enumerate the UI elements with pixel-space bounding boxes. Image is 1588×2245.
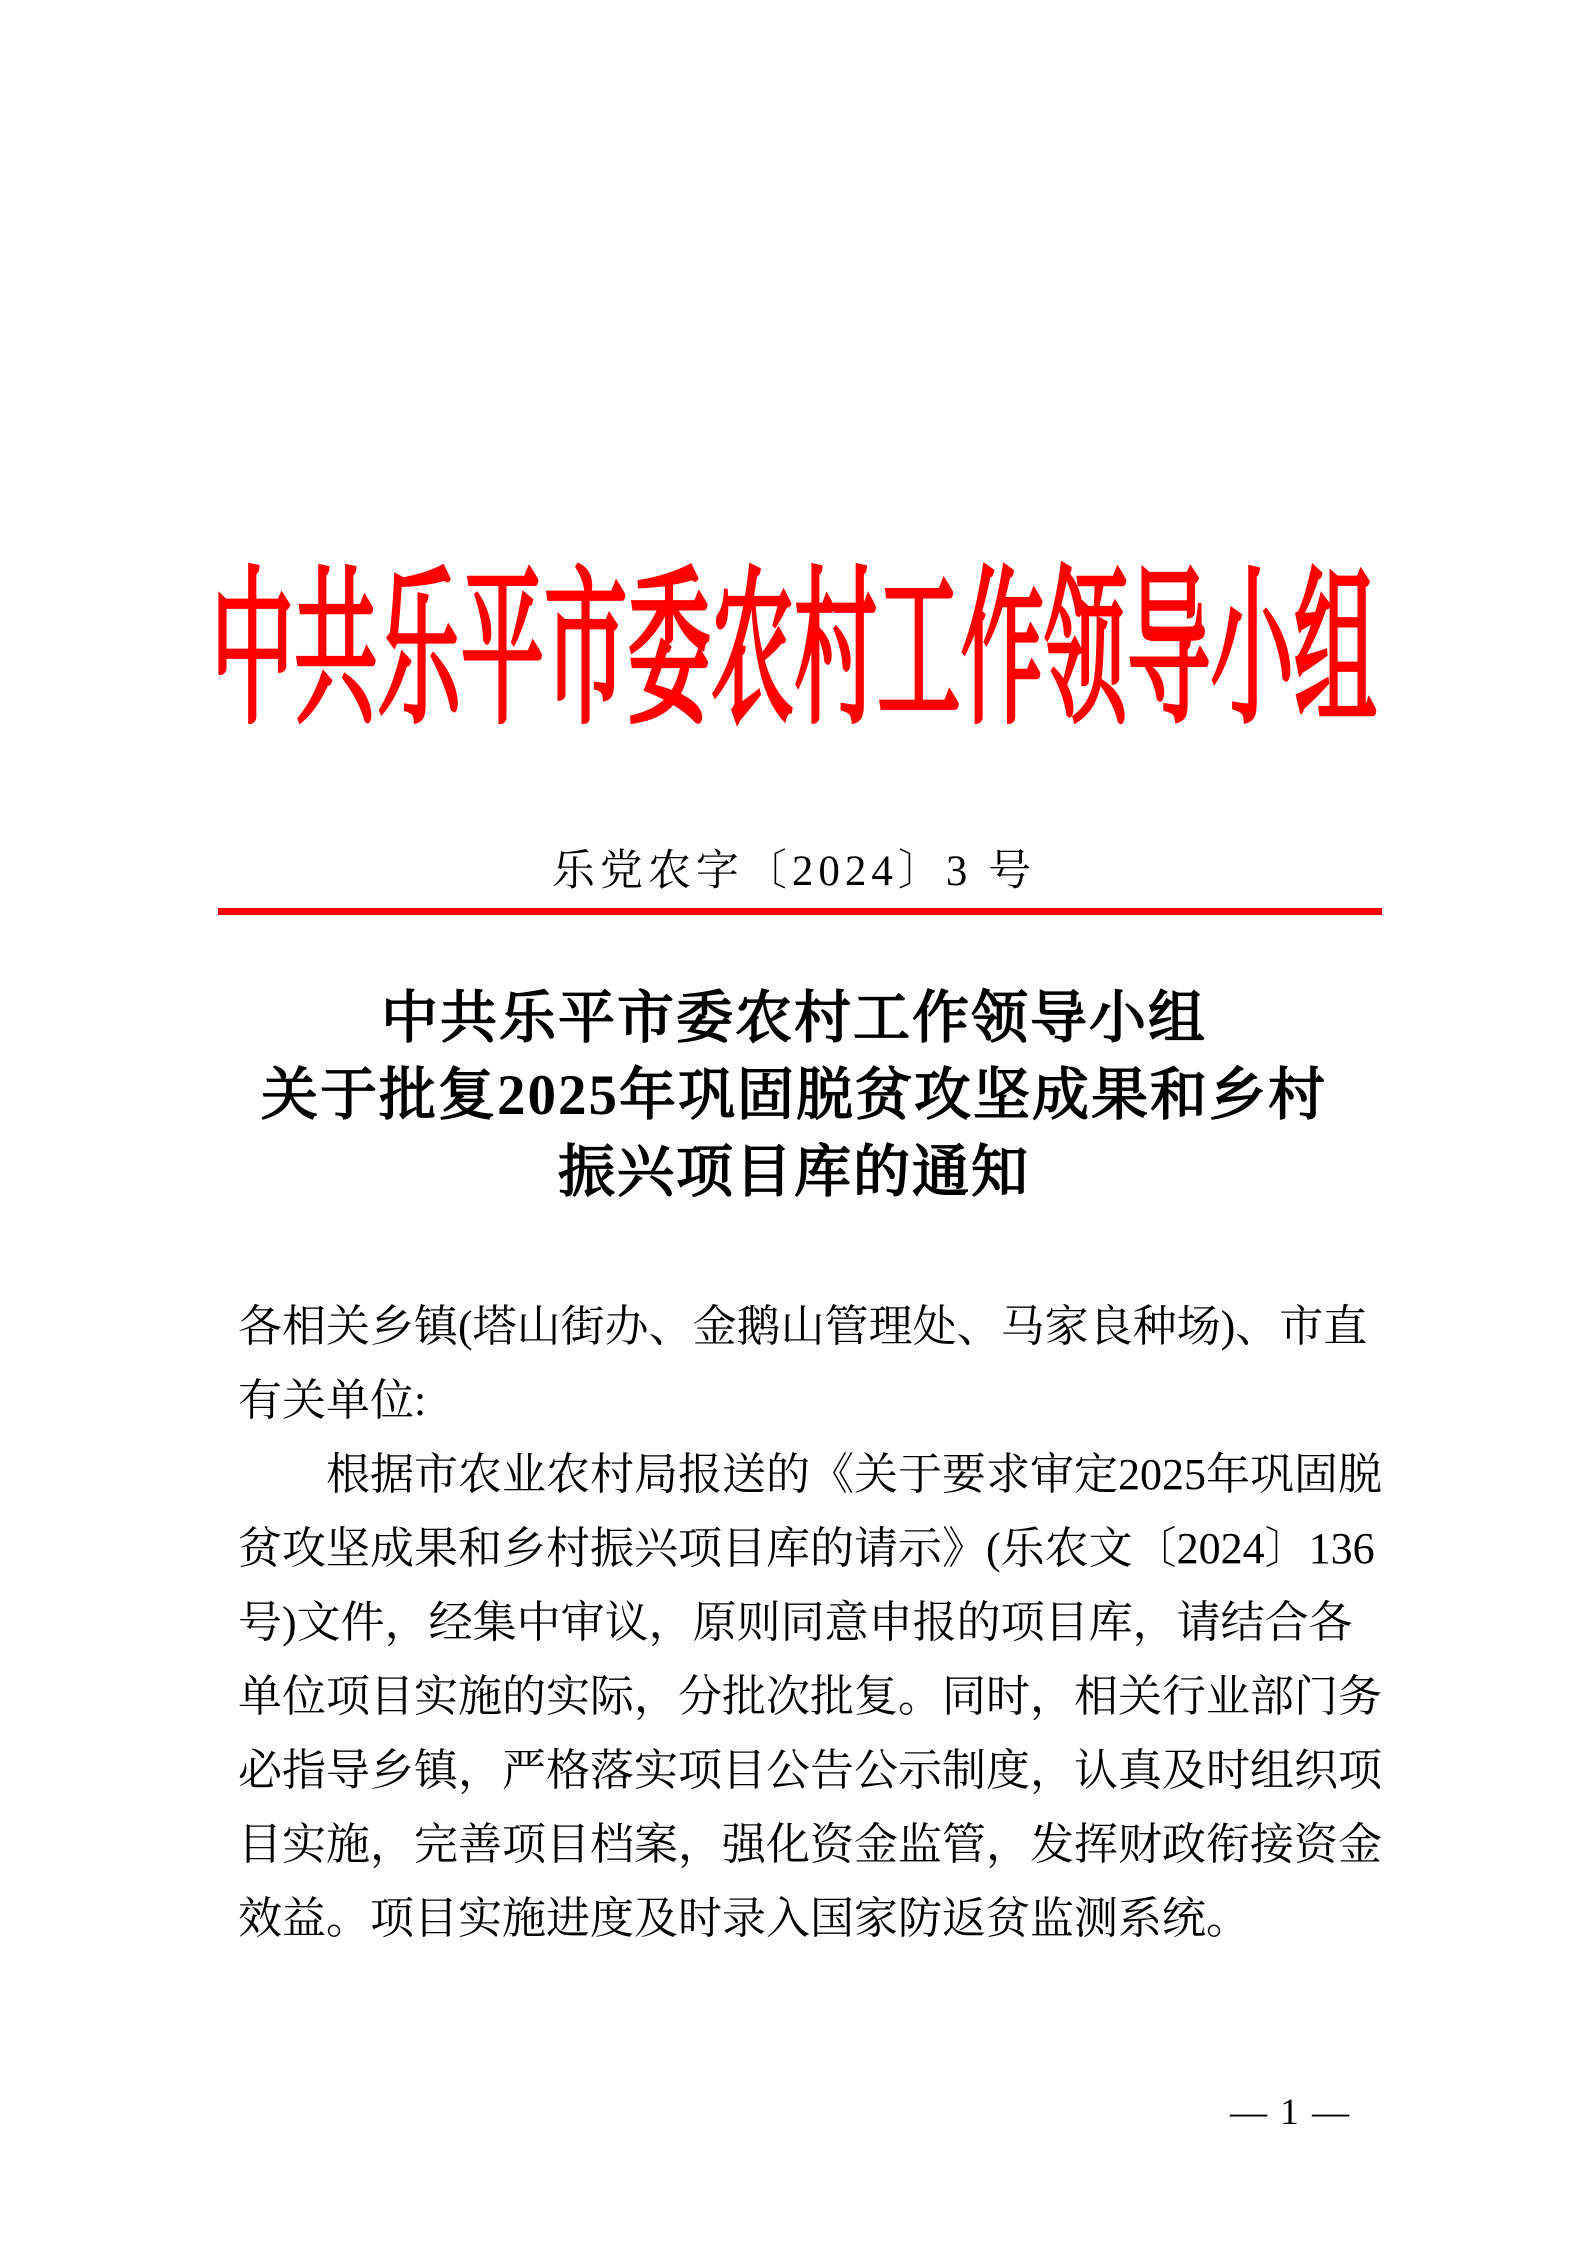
body-line: 必指导乡镇，严格落实项目公告公示制度，认真及时组织项 [238,1746,1382,1795]
document-title-line-1: 中共乐平市委农村工作领导小组 [381,987,1207,1050]
issuing-agency-title: 中共乐平市委农村工作领导小组 [210,557,1378,745]
body-line: 目实施，完善项目档案，强化资金监管，发挥财政衔接资金 [238,1820,1382,1869]
red-divider-line [218,908,1382,915]
document-title-line-2: 关于批复2025年巩固脱贫攻坚成果和乡村 [261,1064,1327,1127]
body-line-recipients: 各相关乡镇(塔山街办、金鹅山管理处、马家良种场)、市直 [238,1302,1368,1351]
document-number: 乐党农字〔2024〕3 号 [551,848,1037,895]
red-header-banner [0,557,1588,745]
body-line: 单位项目实施的实际，分批次批复。同时，相关行业部门务 [238,1672,1382,1721]
body-line: 贫攻坚成果和乡村振兴项目库的请示》(乐农文〔2024〕136 [238,1524,1375,1573]
document-title-line-3: 振兴项目库的通知 [558,1141,1030,1204]
body-text [238,1290,1388,1956]
page-number: — 1 — [1230,2092,1351,2133]
body-line-paragraph-start: 根据市农业农村局报送的《关于要求审定2025年巩固脱 [326,1450,1382,1499]
document-title [0,980,1588,1211]
body-line: 号)文件，经集中审议，原则同意申报的项目库，请结合各 [238,1598,1353,1647]
body-line-recipients-end: 有关单位: [238,1376,427,1425]
body-line-paragraph-end: 效益。项目实施进度及时录入国家防返贫监测系统。 [238,1894,1250,1943]
